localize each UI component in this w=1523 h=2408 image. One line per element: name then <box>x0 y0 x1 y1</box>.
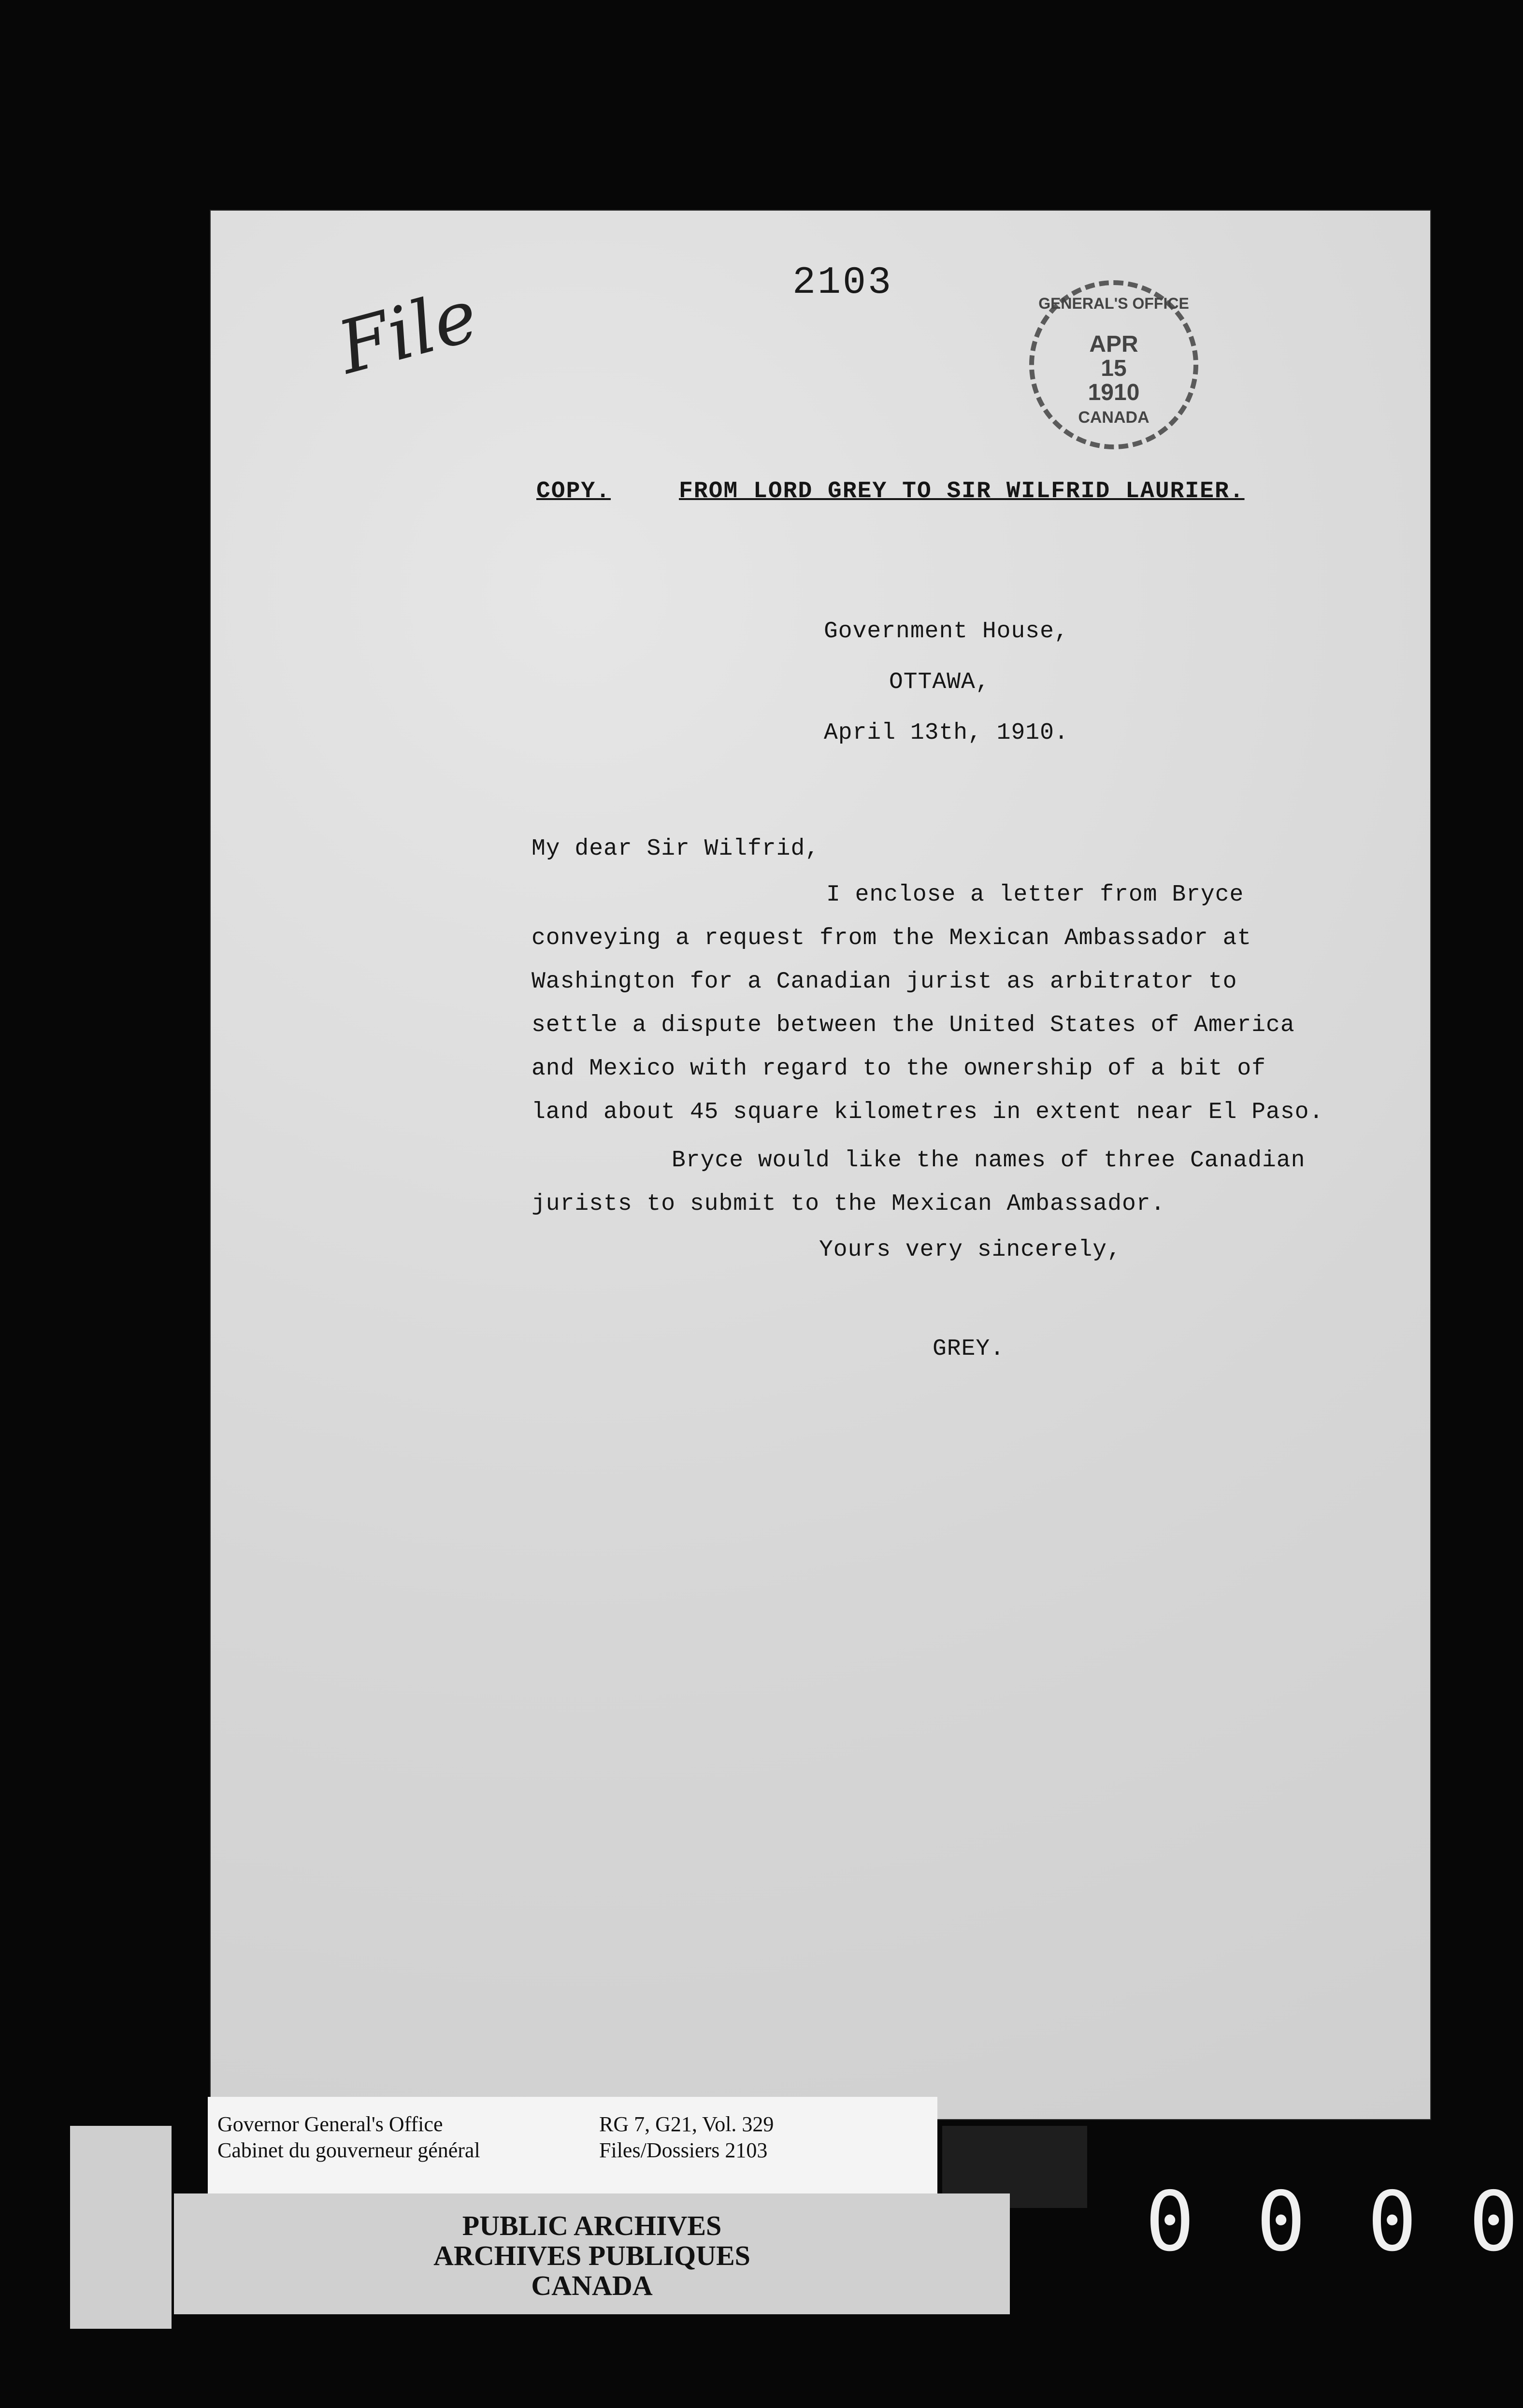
body-line: land about 45 square kilometres in extent near El Paso. <box>532 1099 1324 1125</box>
address-line: OTTAWA, <box>889 669 990 695</box>
stamp-year: 1910 <box>1088 380 1140 405</box>
document-number: 2103 <box>792 261 893 305</box>
office-french: Cabinet du gouverneur général <box>217 2138 480 2162</box>
archives-french: ARCHIVES PUBLIQUES <box>433 2240 750 2271</box>
body-line: Washington for a Canadian jurist as arbitrator to <box>532 969 1237 995</box>
body-line: and Mexico with regard to the ownership of a bit of <box>532 1056 1266 1082</box>
frame-counter-digit: 0 <box>1145 2174 1195 2270</box>
body-line: conveying a request from the Mexican Ambassador at <box>532 925 1252 951</box>
stamp-bottom-text: CANADA <box>1078 408 1149 427</box>
handwritten-annotation: File <box>330 273 487 391</box>
archive-reference-label <box>208 2097 937 2208</box>
body-line: settle a dispute between the United States of America <box>532 1012 1295 1038</box>
archives-country: CANADA <box>531 2270 653 2301</box>
body-line: Bryce would like the names of three Canadian <box>672 1147 1306 1174</box>
closing: Yours very sincerely, <box>819 1237 1121 1263</box>
body-line: I enclose a letter from Bryce <box>826 882 1244 908</box>
public-archives-banner <box>174 2193 1010 2314</box>
address-date: April 13th, 1910. <box>824 720 1069 746</box>
stamp-top-text: GENERAL'S OFFICE <box>1038 295 1189 312</box>
heading-copy: COPY. <box>536 478 611 504</box>
address-line: Government House, <box>824 618 1069 645</box>
archive-files: Files/Dossiers 2103 <box>599 2138 768 2162</box>
heading-title: FROM LORD GREY TO SIR WILFRID LAURIER. <box>679 478 1245 504</box>
frame-counter-digit: 0 <box>1367 2174 1417 2270</box>
frame-counter-digit: 0 <box>1256 2174 1306 2270</box>
date-stamp <box>1029 280 1198 449</box>
office-english: Governor General's Office <box>217 2112 443 2136</box>
stamp-month: APR <box>1089 331 1138 357</box>
salutation: My dear Sir Wilfrid, <box>532 836 820 862</box>
body-line: jurists to submit to the Mexican Ambassador. <box>532 1191 1165 1217</box>
frame-counter-digit: 0 <box>1469 2174 1519 2270</box>
archive-reference: RG 7, G21, Vol. 329 <box>599 2112 774 2136</box>
archives-english: PUBLIC ARCHIVES <box>462 2210 722 2241</box>
signature: GREY. <box>933 1336 1005 1362</box>
stamp-day: 15 <box>1101 356 1127 381</box>
film-edge-left <box>70 2126 172 2329</box>
